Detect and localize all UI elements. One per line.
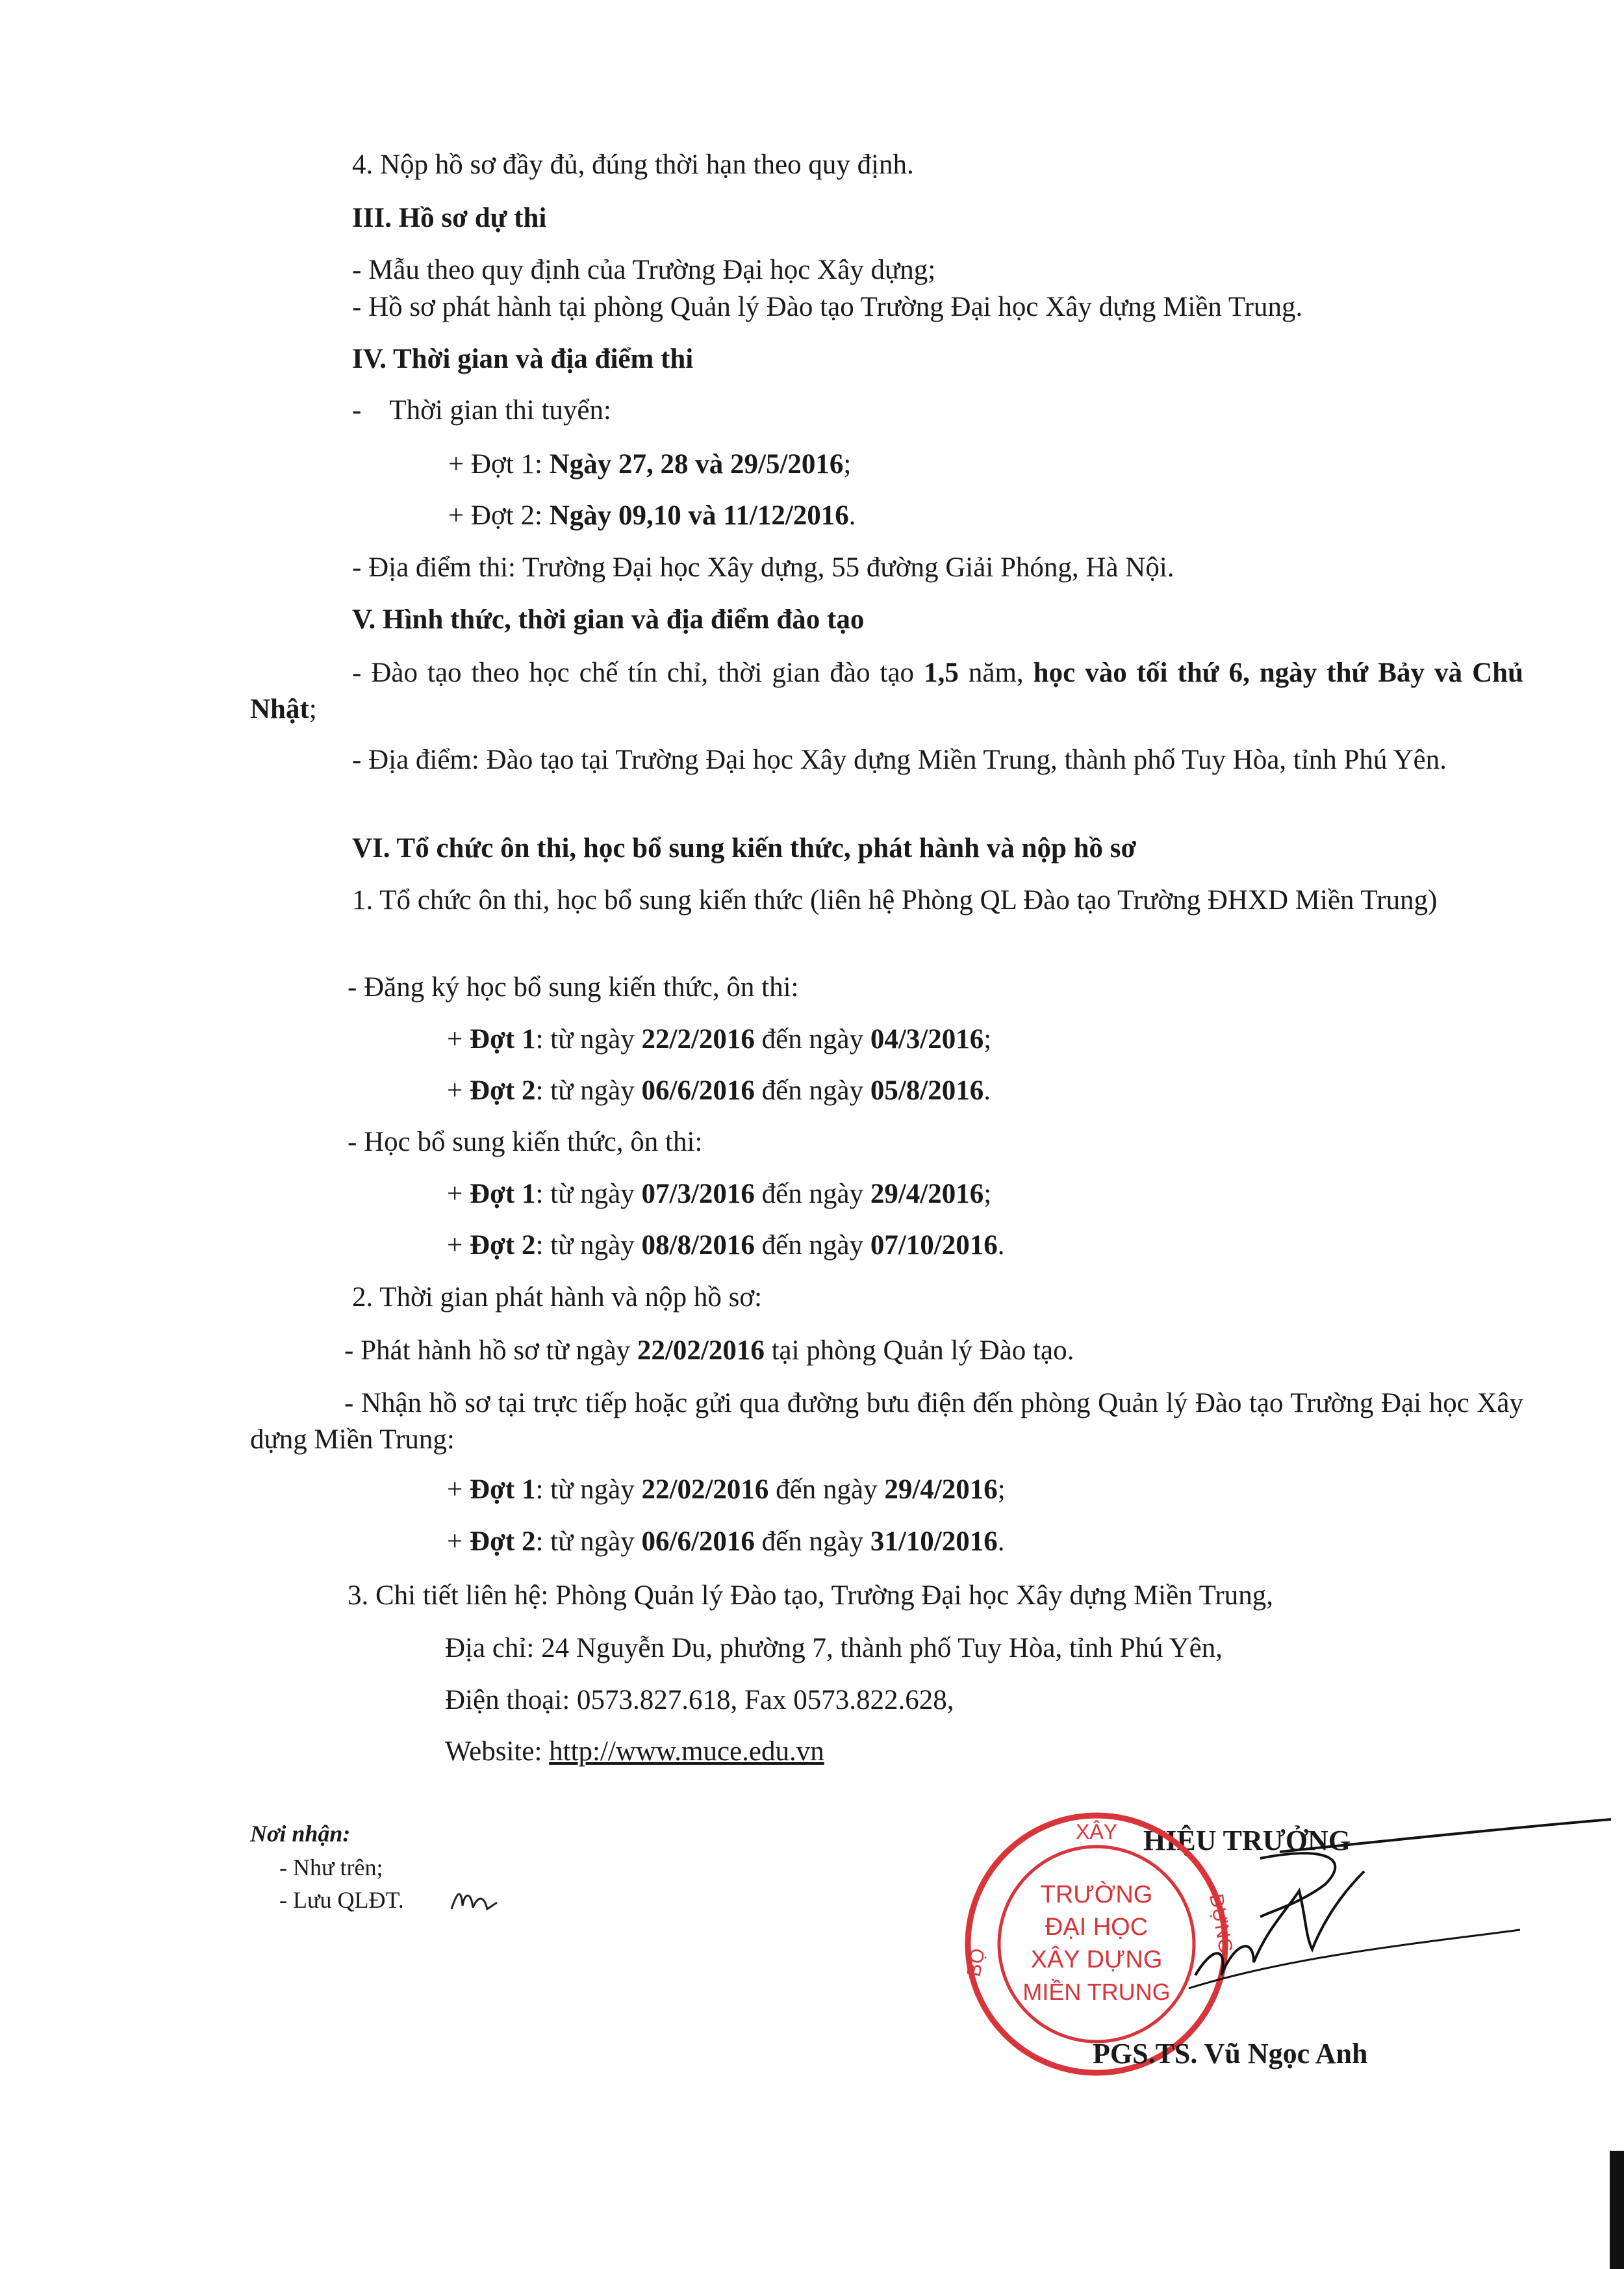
submit-round-2: + Đợt 2: từ ngày 06/6/2016 đến ngày 31/10/2016. [447,1526,1005,1557]
stamp-right-text: DỰNG [1205,1892,1237,1955]
register-round-1: + Đợt 1: từ ngày 22/2/2016 đến ngày 04/3/2016; [447,1024,992,1055]
contact-address: Địa chỉ: 24 Nguyễn Du, phường 7, thành phố Tuy Hòa, tỉnh Phú Yên, [445,1633,1223,1663]
issue-line: - Phát hành hồ sơ từ ngày 22/02/2016 tại phòng Quản lý Đào tạo. [344,1335,1074,1366]
stamp-line-4: MIỀN TRUNG [1022,1979,1171,2005]
training-format: - Đào tạo theo học chế tín chỉ, thời gian đào tạo 1,5 năm, học vào tối thứ 6, ngày thứ Bảy và Chủ Nhật; [250,658,1523,724]
handwritten-signature [1130,1813,1624,2027]
submit-round-1: + Đợt 1: từ ngày 22/02/2016 đến ngày 29/4/2016; [447,1474,1006,1505]
stamp-left-text: BỘ [963,1947,989,1979]
study-label: - Học bổ sung kiến thức, ôn thi: [348,1127,703,1157]
study-round-2: + Đợt 2: từ ngày 08/8/2016 đến ngày 07/10/2016. [447,1230,1005,1261]
section-3-heading: III. Hồ sơ dự thi [352,203,547,233]
section-6-heading: VI. Tổ chức ôn thi, học bổ sung kiến thức, phát hành và nộp hồ sơ [352,833,1137,864]
training-location: - Địa điểm: Đào tạo tại Trường Đại học Xây dựng Miền Trung, thành phố Tuy Hòa, tỉnh Phú Yên. [352,745,1447,775]
initials-mark [448,1883,500,1916]
recipients-title: Nơi nhận: [250,1821,351,1847]
section-6-item-2: 2. Thời gian phát hành và nộp hồ sơ: [352,1282,763,1313]
exam-time-label: - Thời gian thi tuyển: [352,395,611,426]
signer-name: PGS.TS. Vũ Ngọc Anh [1093,2038,1368,2070]
signature-title: HIỆU TRƯỞNG [1143,1825,1351,1856]
study-round-1: + Đợt 1: từ ngày 07/3/2016 đến ngày 29/4/2016; [447,1179,992,1209]
section-6-item-1: 1. Tổ chức ôn thi, học bổ sung kiến thức (liên hệ Phòng QL Đào tạo Trường ĐHXD Miền Trung) [352,885,1438,916]
receive-paragraph: - Nhận hồ sơ tại trực tiếp hoặc gửi qua đường bưu điện đến phòng Quản lý Đào tạo Trường Đại học Xây dựng Miền Trung: [250,1388,1523,1455]
stamp-line-1: TRƯỜNG [1040,1881,1153,1908]
section-4-heading: IV. Thời gian và địa điểm thi [352,344,694,374]
contact-phone: Điện thoại: 0573.827.618, Fax 0573.822.628, [445,1685,954,1715]
section-3-line-2: - Hồ sơ phát hành tại phòng Quản lý Đào tạo Trường Đại học Xây dựng Miền Trung. [352,292,1303,322]
item-4: 4. Nộp hồ sơ đầy đủ, đúng thời hạn theo quy định. [352,149,914,180]
recipient-2: - Lưu QLĐT. [279,1887,404,1913]
register-label: - Đăng ký học bổ sung kiến thức, ôn thi: [348,972,799,1003]
contact-website: Website: http://www.muce.edu.vn [445,1736,824,1767]
recipient-1: - Như trên; [279,1854,383,1880]
section-6-item-3: 3. Chi tiết liên hệ: Phòng Quản lý Đào tạo, Trường Đại học Xây dựng Miền Trung, [348,1580,1274,1611]
stamp-line-2: ĐẠI HỌC [1045,1914,1148,1941]
scan-edge-bar [1610,2151,1624,2269]
stamp-line-3: XÂY DỰNG [1030,1946,1163,1973]
exam-round-1: + Đợt 1: Ngày 27, 28 và 29/5/2016; [448,449,852,480]
exam-round-2: + Đợt 2: Ngày 09,10 và 11/12/2016. [448,500,856,531]
stamp-top-text: XÂY [1075,1820,1118,1843]
register-round-2: + Đợt 2: từ ngày 06/6/2016 đến ngày 05/8/2016. [447,1075,991,1106]
exam-location: - Địa điểm thi: Trường Đại học Xây dựng, 55 đường Giải Phóng, Hà Nội. [352,552,1174,583]
section-5-heading: V. Hình thức, thời gian và địa điểm đào tạo [352,604,865,635]
website-link[interactable]: http://www.muce.edu.vn [549,1736,824,1767]
section-3-line-1: - Mẫu theo quy định của Trường Đại học Xây dựng; [352,255,936,285]
